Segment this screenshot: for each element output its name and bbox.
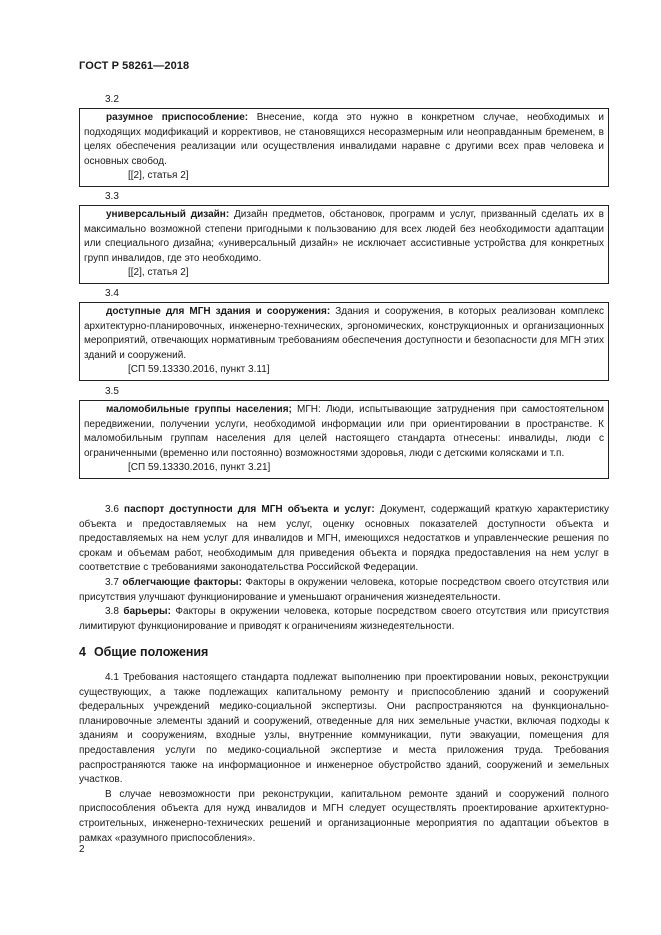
term-source: [[2], статья 2] [128, 170, 189, 182]
definition-text: Факторы в окружении человека, которые посредством своего отсутствия или присутствия улучшают функционирование и уменьшают ограничения жизнедеятельности. [79, 576, 610, 603]
definition-term: паспорт доступности для МГН объекта и услуг: [124, 504, 375, 515]
term-definition [84, 208, 604, 266]
term-text: Здания и сооружения, в которых реализован комплекс архитектурно-планировочных, инженерно-технических, эргономических, конструкционных и организационных мероприятий, отвечающих нормативным требованиям обеспечения доступности и безопасности для МГН этих зданий и сооружений. [84, 306, 604, 361]
term-name: маломобильные группы населения; [106, 404, 292, 415]
definition-number: 3.8 [105, 606, 119, 618]
term-name: универсальный дизайн: [106, 209, 230, 220]
definition-text: Документ, содержащий краткую характеристику объекта и предоставляемых на нем услуг, оценку основных показателей доступности объекта и предоставляемых на нем услуг для инвалидов и МГН, имеющихся недостатков и управленческие решения по срокам и объемам работ, необходимым для приведения объекта и порядка предоставления на нем услуг в соответствие с требованиями законодательства Российской Федерации. [79, 504, 609, 574]
term-definition [84, 111, 604, 169]
section-title: Общие положения [93, 645, 209, 659]
definition-term: облегчающие факторы: [122, 576, 242, 588]
definition-paragraph [79, 605, 609, 634]
document-header: ГОСТ Р 58261—2018 [79, 60, 190, 72]
term-box [79, 108, 609, 187]
term-name: разумное приспособление: [106, 112, 249, 123]
definition-text: Факторы в окружении человека, которые посредством своего отсутствия или присутствия лимитируют функционирование и приводят к ограничениям жизнедеятельности. [79, 606, 609, 632]
term-text: Дизайн предметов, обстановок, программ и услуг, призванный сделать их в максимально возможной степени пригодными к пользованию для всех людей без необходимости адаптации или специального дизайна; «универсальный дизайн» не исключает ассистивные устройства для конкретных групп инвалидов, где это необходимо. [84, 209, 604, 264]
term-number: 3.4 [105, 288, 119, 299]
term-source: [[2], статья 2] [128, 267, 189, 279]
definition-number: 3.6 [105, 504, 119, 515]
definition-number: 3.7 [105, 576, 119, 588]
term-box [79, 400, 609, 479]
section-number: 4 [79, 645, 86, 659]
definitions-block [79, 503, 609, 634]
term-text: МГН: Люди, испытывающие затруднения при самостоятельном передвижении, получении услуги, необходимой информации или при ориентировании в пространстве. К маломобильным группам населения для целей настоящего стандарта отнесены: инвалиды, люди с ограниченными (временно или постоянно) возможностями здоровья, люди с детскими колясками и т.п. [84, 404, 604, 459]
term-number: 3.2 [105, 94, 119, 105]
section-paragraph: 4.1 Требования настоящего стандарта подлежат выполнению при проектировании новых, реконструкции существующих, а также подлежащих капитальному ремонту и приспособлению зданий и сооружений федеральных учреждений медико-социальной экспертизы. Они распространяются на функционально-планировочные элементы зданий и сооружений, отведенные для них земельные участки, включая подходы к зданиям и сооружениям, входные узлы, внутренние коммуникации, пути эвакуации, помещения для предоставления услуги по медико-социальной экспертизе и места приложения труда. Требования распространяются также на информационное и инженерное обустройство зданий, сооружений и земельных участков. [79, 672, 609, 786]
term-number: 3.3 [105, 191, 119, 202]
section-heading [79, 645, 208, 659]
term-name: доступные для МГН здания и сооружения: [106, 306, 331, 317]
definition-term: барьеры: [123, 606, 171, 618]
term-text: Внесение, когда это нужно в конкретном случае, необходимых и подходящих модификаций и коррективов, не становящихся несоразмерным или неоправданным бременем, в целях обеспечения реализации или осуществления инвалидами наравне с другими всех прав человека и основных свобод. [84, 112, 604, 167]
section-body [79, 671, 609, 846]
page-number: 2 [79, 844, 85, 855]
term-box [79, 302, 609, 381]
term-source: [СП 59.13330.2016, пункт 3.11] [128, 364, 270, 376]
definition-paragraph [79, 503, 609, 576]
term-definition [84, 305, 604, 363]
term-definition [84, 403, 604, 461]
term-source: [СП 59.13330.2016, пункт 3.21] [128, 462, 271, 474]
definition-paragraph [79, 576, 609, 605]
term-number: 3.5 [105, 386, 119, 397]
section-paragraph: В случае невозможности при реконструкции, капитальном ремонте зданий и сооружений полного приспособления объекта для нужд инвалидов и МГН следует осуществлять проектирование архитектурно-строительных, инженерно-технических решений и организационные мероприятия по адаптации объектов в рамках «разумного приспособления». [79, 788, 609, 844]
term-box [79, 205, 609, 284]
